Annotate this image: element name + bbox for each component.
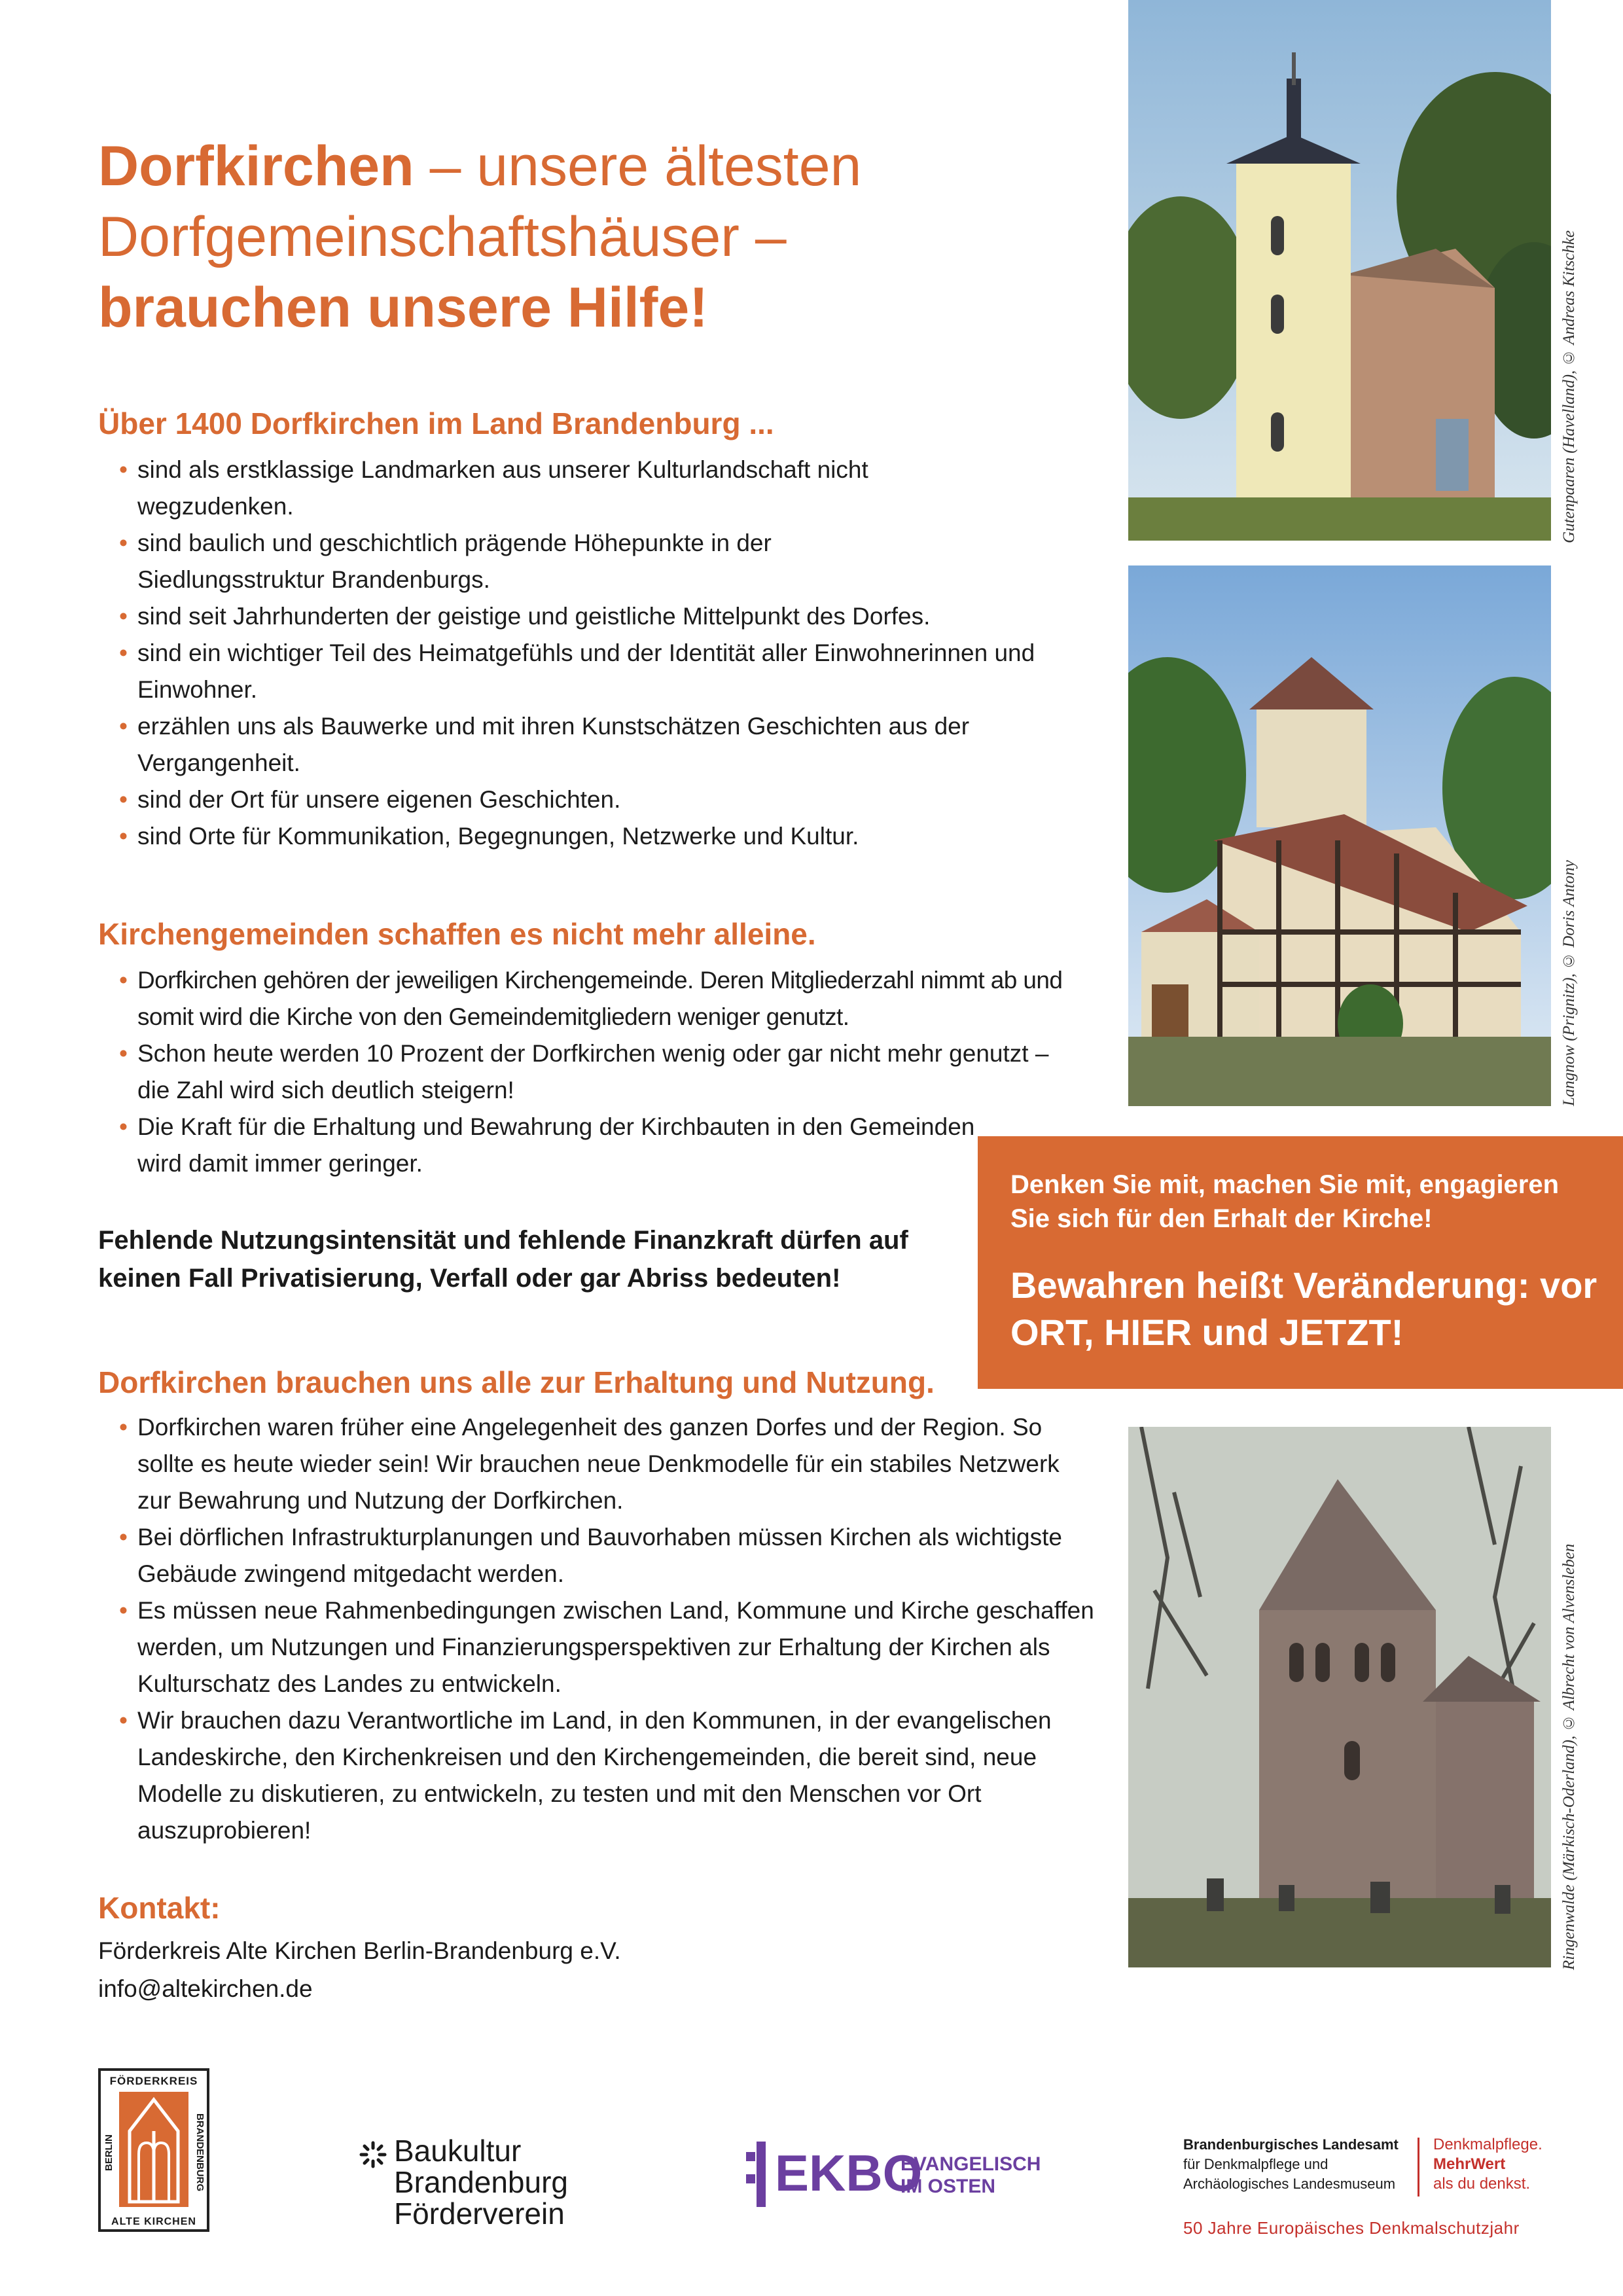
section1-item: • erzählen uns als Bauwerke und mit ihren Kunstschätzen Geschichten aus der Vergangenheit.	[98, 708, 1054, 781]
title-rest: – unsere ältesten	[414, 135, 862, 198]
section2-item: • Dorfkirchen gehören der jeweiligen Kirchengemeinde. Deren Mitgliederzahl nimmt ab und somit wird die Kirche von den Gemeindemitgliedern weniger genutzt.	[98, 962, 1080, 1035]
section3-heading: Dorfkirchen brauchen uns alle zur Erhaltung und Nutzung.	[98, 1365, 935, 1399]
ekbo-logo	[746, 2142, 1054, 2214]
title-bold: Dorfkirchen	[98, 135, 414, 198]
photo-credit-1: Gutenpaaren (Havelland), © Andreas Kitschke	[1560, 230, 1578, 543]
bldam-logo	[1183, 2135, 1576, 2246]
sparkle-icon	[359, 2140, 387, 2169]
bldam-line2: für Denkmalpflege und	[1183, 2156, 1329, 2172]
section1-item: • sind ein wichtiger Teil des Heimatgefühls und der Identität aller Einwohnerinnen und Einwohner.	[98, 635, 1080, 708]
section3-item: • Es müssen neue Rahmenbedingungen zwischen Land, Kommune und Kirche geschaffen werden, um Nutzungen und Finanzierungsperspektiven zur Erhaltung der Kirchen als Kulturschatz des Landes zu entwickeln.	[98, 1592, 1106, 1702]
contact-email[interactable]: info@altekirchen.de	[98, 1975, 313, 2002]
callout-box	[978, 1136, 1623, 1389]
section2-item: • Die Kraft für die Erhaltung und Bewahrung der Kirchbauten in den Gemeinden wird damit immer geringer.	[98, 1109, 988, 1182]
foerderkreis-left: BERLIN	[103, 2134, 115, 2171]
denkmal-line3: als du denkst.	[1433, 2175, 1531, 2193]
foerderkreis-bottom: ALTE KIRCHEN	[111, 2216, 196, 2227]
title-line3: brauchen unsere Hilfe!	[98, 276, 708, 339]
baukultur-line3: Förderverein	[394, 2197, 565, 2231]
foerderkreis-right: BRANDENBURG	[194, 2113, 205, 2192]
callout-big: Bewahren heißt Veränderung: vor ORT, HIER und JETZT!	[1010, 1265, 1597, 1353]
section1-item: • sind als erstklassige Landmarken aus unserer Kulturlandschaft nicht wegzudenken.	[98, 452, 988, 525]
page-title	[98, 131, 1080, 343]
photo-credit-3: Ringenwalde (Märkisch-Oderland), © Albrecht von Alvensleben	[1560, 1543, 1578, 1970]
cross-icon	[746, 2142, 776, 2207]
callout-small: Denken Sie mit, machen Sie mit, engagieren Sie sich für den Erhalt der Kirche!	[1010, 1170, 1560, 1233]
jubilee-text: 50 Jahre Europäisches Denkmalschutzjahr	[1183, 2218, 1520, 2238]
section3-item: • Wir brauchen dazu Verantwortliche im Land, in den Kommunen, in der evangelischen Landeskirche, den Kirchenkreisen und den Kirchengemeinden, die bereit sind, neue Modelle zu diskutieren, zu entwickeln, zu testen und mit den Menschen vor Ort auszuprobieren!	[98, 1702, 1106, 1849]
section2-statement: Fehlende Nutzungsintensität und fehlende Finanzkraft dürfen auf keinen Fall Privatisierung, Verfall oder gar Abriss bedeuten!	[98, 1226, 908, 1293]
section3-list	[98, 1409, 1093, 1849]
section1-item: • sind seit Jahrhunderten der geistige und geistliche Mittelpunkt des Dorfes.	[98, 598, 1080, 635]
church-photo-ringenwalde	[1128, 1427, 1551, 1967]
baukultur-logo	[359, 2135, 607, 2246]
section2-list	[98, 962, 1080, 1182]
bldam-line1: Brandenburgisches Landesamt	[1183, 2136, 1399, 2153]
baukultur-line1: Baukultur	[394, 2134, 522, 2168]
section3-item: • Dorfkirchen waren früher eine Angelegenheit des ganzen Dorfes und der Region. So sollte es heute wieder sein! Wir brauchen neue Denkmodelle für ein stabiles Netzwerk zur Bewahrung und Nutzung der Dorfkirchen.	[98, 1409, 1093, 1519]
church-photo-langnow	[1128, 565, 1551, 1106]
contact-heading: Kontakt:	[98, 1891, 221, 1925]
section1-item: • sind der Ort für unsere eigenen Geschichten.	[98, 781, 1080, 818]
ekbo-mark: EKBO	[775, 2144, 923, 2202]
divider	[1418, 2138, 1419, 2197]
church-photo-gutenpaaren	[1128, 0, 1551, 541]
bldam-line3: Archäologisches Landesmuseum	[1183, 2176, 1396, 2192]
section1-item: • sind Orte für Kommunikation, Begegnungen, Netzwerke und Kultur.	[98, 818, 1080, 855]
title-line2: Dorfgemeinschaftshäuser –	[98, 206, 787, 268]
section2-heading: Kirchengemeinden schaffen es nicht mehr alleine.	[98, 917, 816, 951]
foerderkreis-logo	[98, 2068, 209, 2232]
section1-list	[98, 452, 1080, 855]
ekbo-line2: IM OSTEN	[901, 2176, 996, 2197]
section3-item: • Bei dörflichen Infrastrukturplanungen und Bauvorhaben müssen Kirchen als wichtigste Gebäude zwingend mitgedacht werden.	[98, 1519, 1106, 1592]
section2-item: • Schon heute werden 10 Prozent der Dorfkirchen wenig oder gar nicht mehr genutzt – die Zahl wird sich deutlich steigern!	[98, 1035, 1067, 1109]
section1-item: • sind baulich und geschichtlich prägende Höhepunkte in der Siedlungsstruktur Brandenburgs.	[98, 525, 923, 598]
section1-heading: Über 1400 Dorfkirchen im Land Brandenburg ...	[98, 406, 774, 440]
contact-org: Förderkreis Alte Kirchen Berlin-Brandenburg e.V.	[98, 1937, 621, 1964]
ekbo-line1: EVANGELISCH	[901, 2153, 1041, 2175]
denkmal-line1: Denkmalpflege.	[1433, 2136, 1543, 2153]
church-icon	[119, 2092, 188, 2207]
denkmal-line2: MehrWert	[1433, 2155, 1506, 2173]
baukultur-line2: Brandenburg	[394, 2165, 568, 2199]
foerderkreis-top: FÖRDERKREIS	[109, 2075, 198, 2087]
photo-credit-2: Langnow (Prignitz), © Doris Antony	[1560, 860, 1578, 1106]
